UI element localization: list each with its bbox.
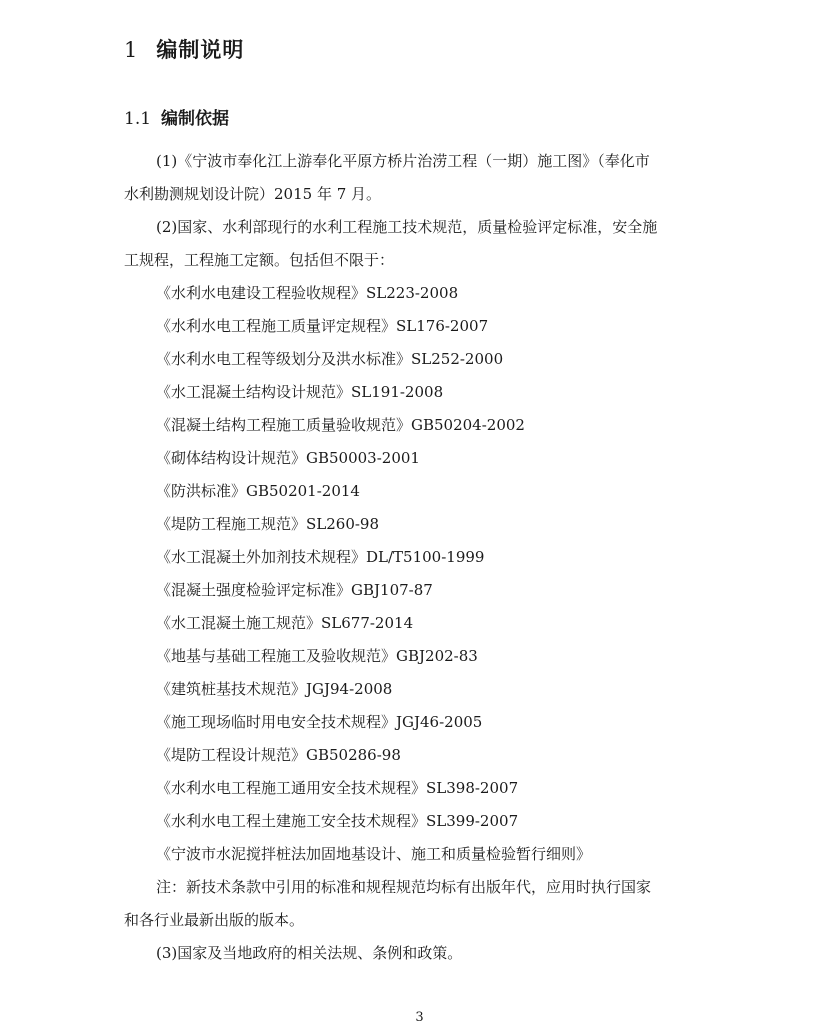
standard-item: 《堤防工程设计规范》GB50286-98 <box>156 746 401 764</box>
standard-item: 《混凝土强度检验评定标准》GBJ107-87 <box>156 581 433 599</box>
section-title: 编制依据 <box>161 109 230 129</box>
standard-item: 《地基与基础工程施工及验收规范》GBJ202-83 <box>156 647 478 665</box>
note-line1: 注：新技术条款中引用的标准和规程规范均标有出版年代，应用时执行国家 <box>156 878 652 896</box>
chapter-title: 编制说明 <box>156 38 245 62</box>
standard-item: 《水利水电建设工程验收规程》SL223-2008 <box>156 284 459 302</box>
para2-line2: 工规程，工程施工定额。包括但不限于： <box>124 251 395 269</box>
standard-item: 《水工混凝土外加剂技术规程》DL/T5100-1999 <box>156 548 485 566</box>
standard-item: 《水工混凝土施工规范》SL677-2014 <box>156 614 414 632</box>
para1-line1: (1)《宁波市奉化江上游奉化平原方桥片治涝工程（一期）施工图》（奉化市 <box>156 152 650 170</box>
standard-item: 《水工混凝土结构设计规范》SL191-2008 <box>156 383 444 401</box>
standard-item: 《宁波市水泥搅拌桩法加固地基设计、施工和质量检验暂行细则》 <box>156 845 592 863</box>
section-heading <box>124 104 229 129</box>
para3-line1: (3)国家及当地政府的相关法规、条例和政策。 <box>156 944 463 962</box>
section-number: 1.1 <box>124 109 152 129</box>
standard-item: 《水利水电工程土建施工安全技术规程》SL399-2007 <box>156 812 519 830</box>
standard-item: 《水利水电工程施工通用安全技术规程》SL398-2007 <box>156 779 519 797</box>
standard-item: 《砌体结构设计规范》GB50003-2001 <box>156 449 420 467</box>
para1-line2: 水利勘测规划设计院）2015 年 7 月。 <box>124 185 382 203</box>
standard-item: 《防洪标准》GB50201-2014 <box>156 482 360 500</box>
standard-item: 《混凝土结构工程施工质量验收规范》GB50204-2002 <box>156 416 525 434</box>
standard-item: 《堤防工程施工规范》SL260-98 <box>156 515 380 533</box>
standard-item: 《水利水电工程施工质量评定规程》SL176-2007 <box>156 317 489 335</box>
chapter-heading <box>124 34 244 64</box>
chapter-number: 1 <box>124 38 139 62</box>
standard-item: 《施工现场临时用电安全技术规程》JGJ46-2005 <box>156 713 483 731</box>
note-line2: 和各行业最新出版的版本。 <box>124 911 305 929</box>
standard-item: 《水利水电工程等级划分及洪水标准》SL252-2000 <box>156 350 504 368</box>
para2-line1: (2)国家、水利部现行的水利工程施工技术规范，质量检验评定标准，安全施 <box>156 218 658 236</box>
page-number: 3 <box>415 1010 424 1025</box>
standard-item: 《建筑桩基技术规范》JGJ94-2008 <box>156 680 393 698</box>
